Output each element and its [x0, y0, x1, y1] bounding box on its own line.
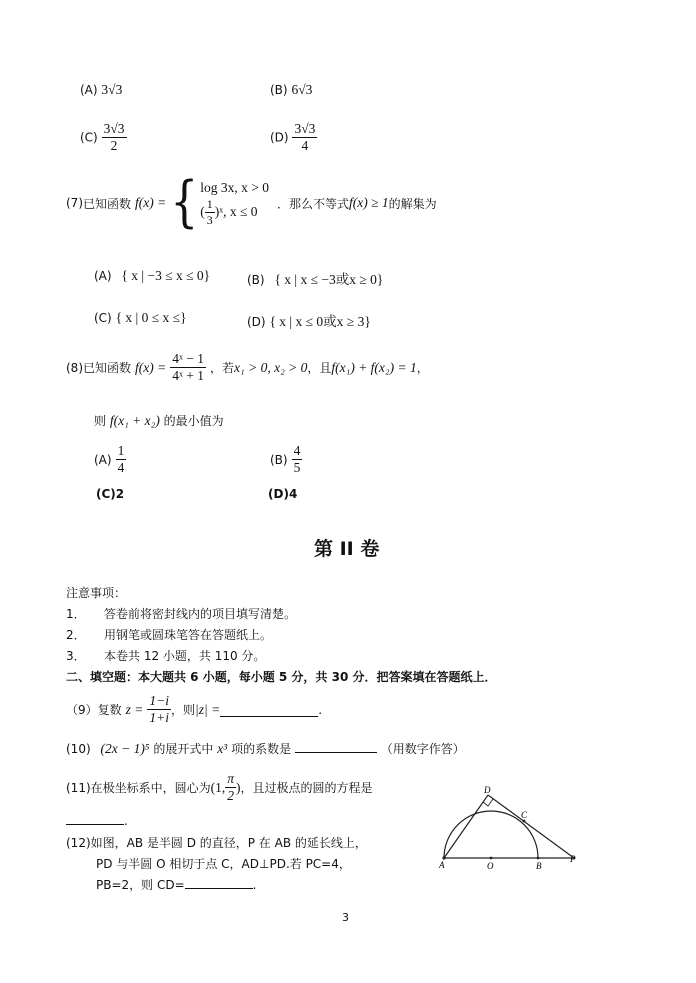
q9-answer-blank[interactable]	[220, 702, 318, 717]
notes-item: 2． 用钢笔或圆珠笔答在答题纸上。	[66, 628, 273, 642]
label-b: B	[536, 861, 542, 870]
label-d: D	[484, 785, 491, 795]
label-p: P	[570, 854, 576, 864]
q10: (10) (2x − 1)⁵ 的展开式中 x³ 项的系数是 （用数字作答）	[66, 741, 465, 756]
q12-line2: PD 与半圆 O 相切于点 C，AD⊥PD.若 PC=4，	[96, 857, 351, 871]
line-dp	[488, 795, 574, 858]
q7-option-d: (D) { x | x ≤ 0或x ≥ 3}	[247, 314, 371, 329]
q11-answer-blank[interactable]	[66, 812, 124, 825]
q8-fraction: $\frac{\text{4ˣ − 1}}{\text{4ˣ + 1}}$	[172, 351, 205, 384]
point-b	[537, 857, 540, 860]
semicircle-figure	[436, 780, 586, 870]
label-o: O	[487, 861, 494, 870]
q9: （9）复数 z = $\frac{1-i}{1+i}$ ，则 |z| = .	[66, 693, 323, 726]
q8-stem: (8) 已知函数 f(x) = $\frac{\text{4ˣ − 1}}{\text{4ˣ + 1}}$ ，若 x₁ > 0, x₂ > 0 ，且 f(x₁) + f(x₂) = 1 ，	[66, 351, 429, 384]
q10-answer-blank[interactable]	[295, 740, 377, 753]
q12-answer-blank[interactable]	[185, 876, 253, 889]
q11-answer: .	[66, 812, 128, 828]
q8-option-a: (A) $\frac{1}{4}$	[94, 443, 125, 476]
q8-option-d: (D)4	[268, 487, 298, 501]
section-title: 第 II 卷	[314, 538, 380, 560]
q7-option-c: (C) { x | 0 ≤ x ≤}	[94, 310, 187, 325]
page-number: 3	[342, 911, 349, 924]
q12-line3: PB=2，则 CD= .	[96, 878, 257, 892]
line-ad	[444, 795, 488, 858]
q7-stem: (7) 已知函数 f(x) = { log 3x, x > 0 ( $\frac{1}{3}$ )ˣ, x ≤ 0 ．那么不等式 f(x) ≥ 1 的解集为	[66, 170, 437, 235]
q8-option-c: (C)2	[96, 487, 125, 501]
q6-option-d: (D) $\frac{3√3}{4}$	[270, 121, 316, 154]
label-a: A	[439, 860, 445, 870]
q7-option-b: (B) { x | x ≤ −3或x ≥ 0}	[247, 272, 384, 287]
q7-option-a: (A) { x | −3 ≤ x ≤ 0}	[94, 268, 211, 283]
notes-item: 3． 本卷共 12 小题，共 110 分。	[66, 649, 266, 663]
label-c: C	[521, 810, 528, 820]
q6-option-d-fraction: $\frac{3√3}{4}$	[294, 121, 316, 154]
notes-item: 1． 答卷前将密封线内的项目填写清楚。	[66, 607, 297, 621]
q6-option-c: (C) $\frac{3√3}{2}$	[80, 121, 125, 154]
q8-option-b: (B) $\frac{4}{5}$	[270, 443, 301, 476]
q11: (11)在极坐标系中，圆心为 (1, $\frac{\pi}{2}$ ) ，且过极点的圆的方程是	[66, 771, 373, 804]
q6-option-b: (B) 6√3	[270, 82, 313, 97]
part2-heading: 二、填空题：本大题共 6 小题，每小题 5 分，共 30 分．把答案填在答题纸上．	[66, 670, 497, 684]
q7-piecewise: { log 3x, x > 0 ( $\frac{1}{3}$ )ˣ, x ≤ 0	[170, 170, 269, 235]
point-c	[523, 820, 526, 823]
q12-line1: (12)如图，AB 是半圆 D 的直径，P 在 AB 的延长线上，	[66, 836, 367, 850]
point-o	[490, 857, 493, 860]
notes-heading: 注意事项：	[66, 586, 127, 600]
q6-option-c-fraction: $\frac{3√3}{2}$	[103, 121, 125, 154]
q8-line2: 则 f(x₁ + x₂) 的最小值为	[94, 413, 224, 428]
q6-option-a: (A) 3√3	[80, 82, 123, 97]
